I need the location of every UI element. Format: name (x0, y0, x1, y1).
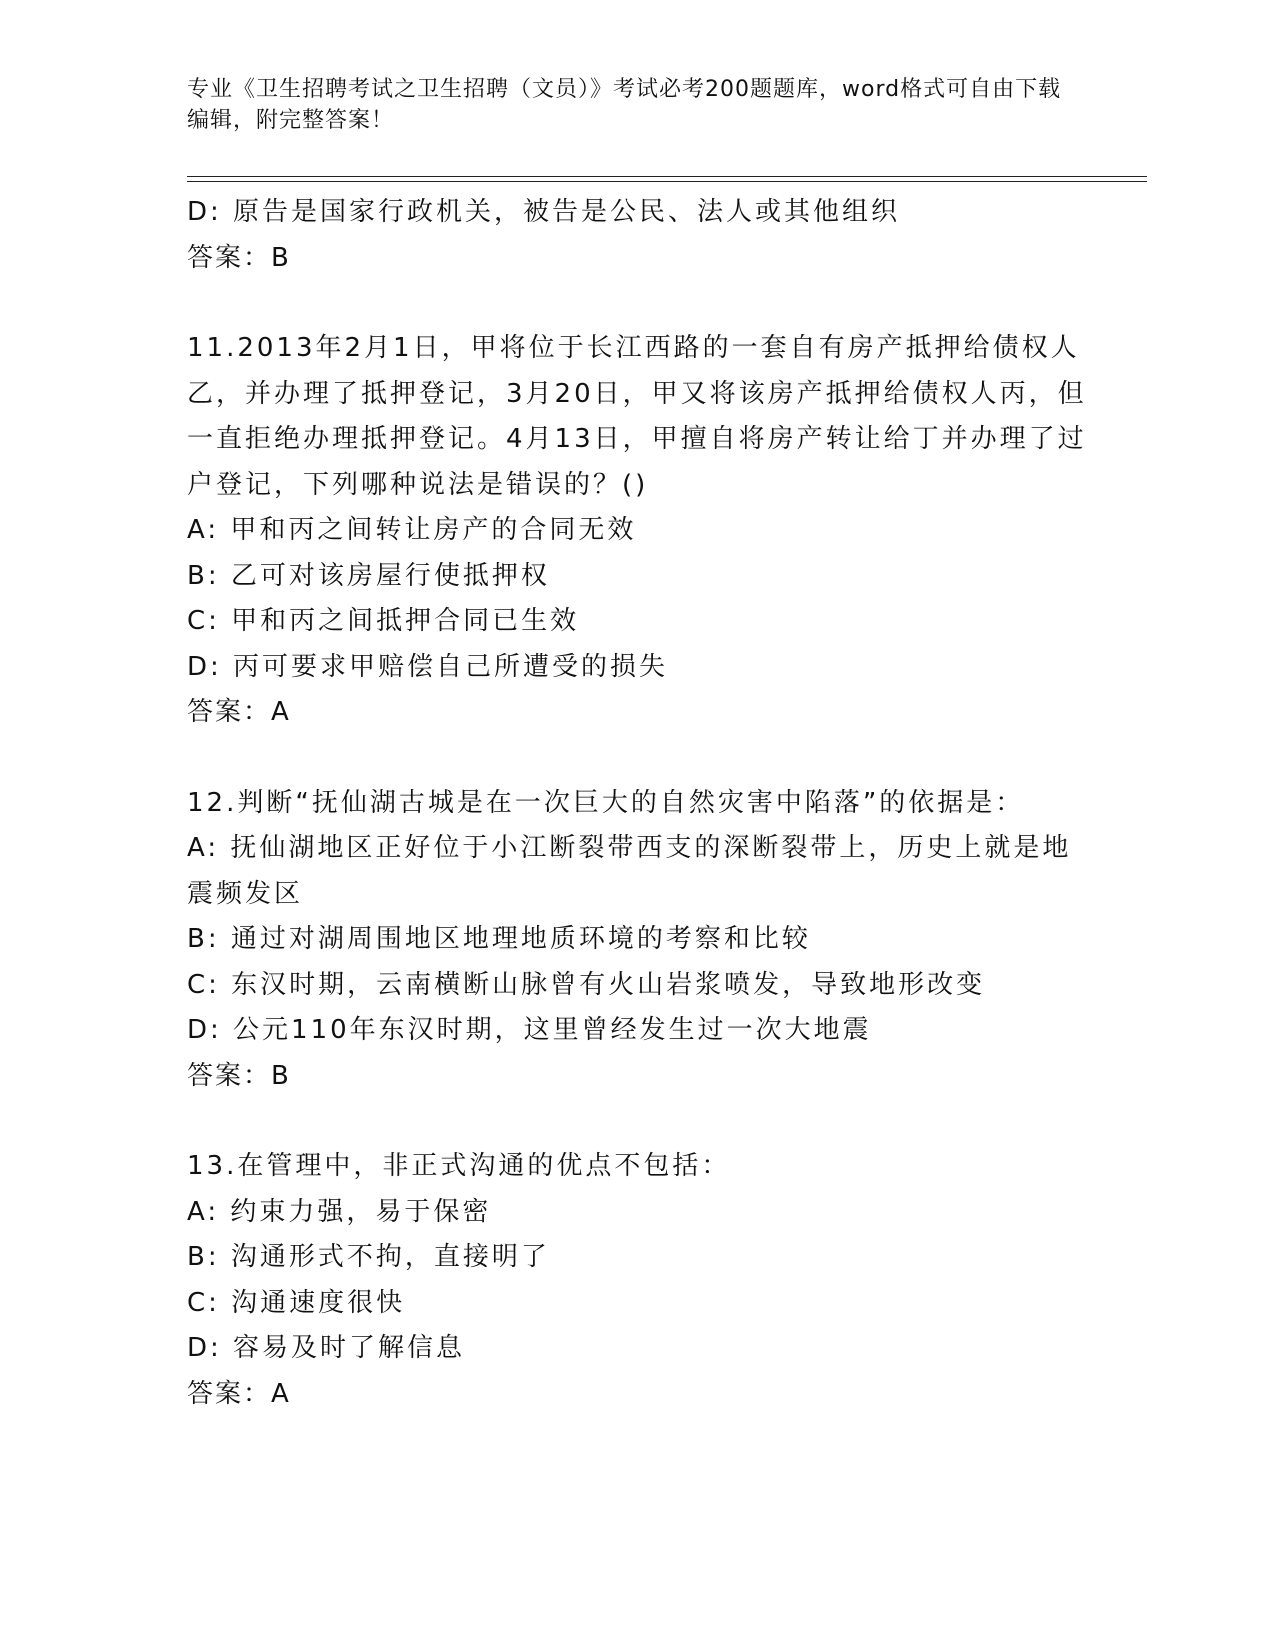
option-c: C: 东汉时期，云南横断山脉曾有火山岩浆喷发，导致地形改变 (187, 969, 986, 1000)
question-11 (187, 326, 1087, 736)
question-stem: 12.判断“抚仙湖古城是在一次巨大的自然灾害中陷落”的依据是： (187, 787, 1025, 818)
option-a: A: 抚仙湖地区正好位于小江断裂带西支的深断裂带上，历史上就是地震频发区 (187, 833, 1072, 909)
option-b: B: 乙可对该房屋行使抵押权 (187, 560, 550, 591)
option-d: D: 原告是国家行政机关，被告是公民、法人或其他组织 (187, 197, 901, 227)
question-content (187, 190, 1087, 1417)
question-stem: 11.2013年2月1日，甲将位于长江西路的一套自有房产抵押给债权人乙，并办理了抵押登记，3月20日，甲又将该房产抵押给债权人丙，但一直拒绝办理抵押登记。4月13日，甲擅自将房产转让给丁并办理了过户登记，下列哪种说法是错误的？() (187, 333, 1087, 500)
option-b: B: 通过对湖周围地区地理地质环境的考察和比较 (187, 924, 811, 954)
option-d: D: 容易及时了解信息 (187, 1333, 466, 1363)
answer-line: 答案：A (187, 697, 291, 727)
question-stem: 13.在管理中，非正式沟通的优点不包括： (187, 1151, 731, 1181)
header-divider (187, 176, 1147, 182)
option-a: A: 甲和丙之间转让房产的合同无效 (187, 515, 637, 545)
option-a: A: 约束力强，易于保密 (187, 1196, 492, 1227)
option-d: D: 丙可要求甲赔偿自己所遭受的损失 (187, 651, 669, 682)
previous-question-tail (187, 190, 1087, 281)
option-b: B: 沟通形式不拘，直接明了 (187, 1242, 550, 1272)
answer-line: 答案：B (187, 1060, 291, 1091)
option-c: C: 甲和丙之间抵押合同已生效 (187, 606, 580, 636)
question-13 (187, 1144, 1087, 1417)
answer-line: 答案：B (187, 242, 291, 273)
question-12 (187, 781, 1087, 1100)
page-header: 专业《卫生招聘考试之卫生招聘（文员）》考试必考200题题库，word格式可自由下载编辑，附完整答案！ (187, 77, 1062, 133)
option-c: C: 沟通速度很快 (187, 1287, 406, 1318)
option-d: D: 公元110年东汉时期，这里曾经发生过一次大地震 (187, 1015, 872, 1045)
answer-line: 答案：A (187, 1378, 291, 1409)
